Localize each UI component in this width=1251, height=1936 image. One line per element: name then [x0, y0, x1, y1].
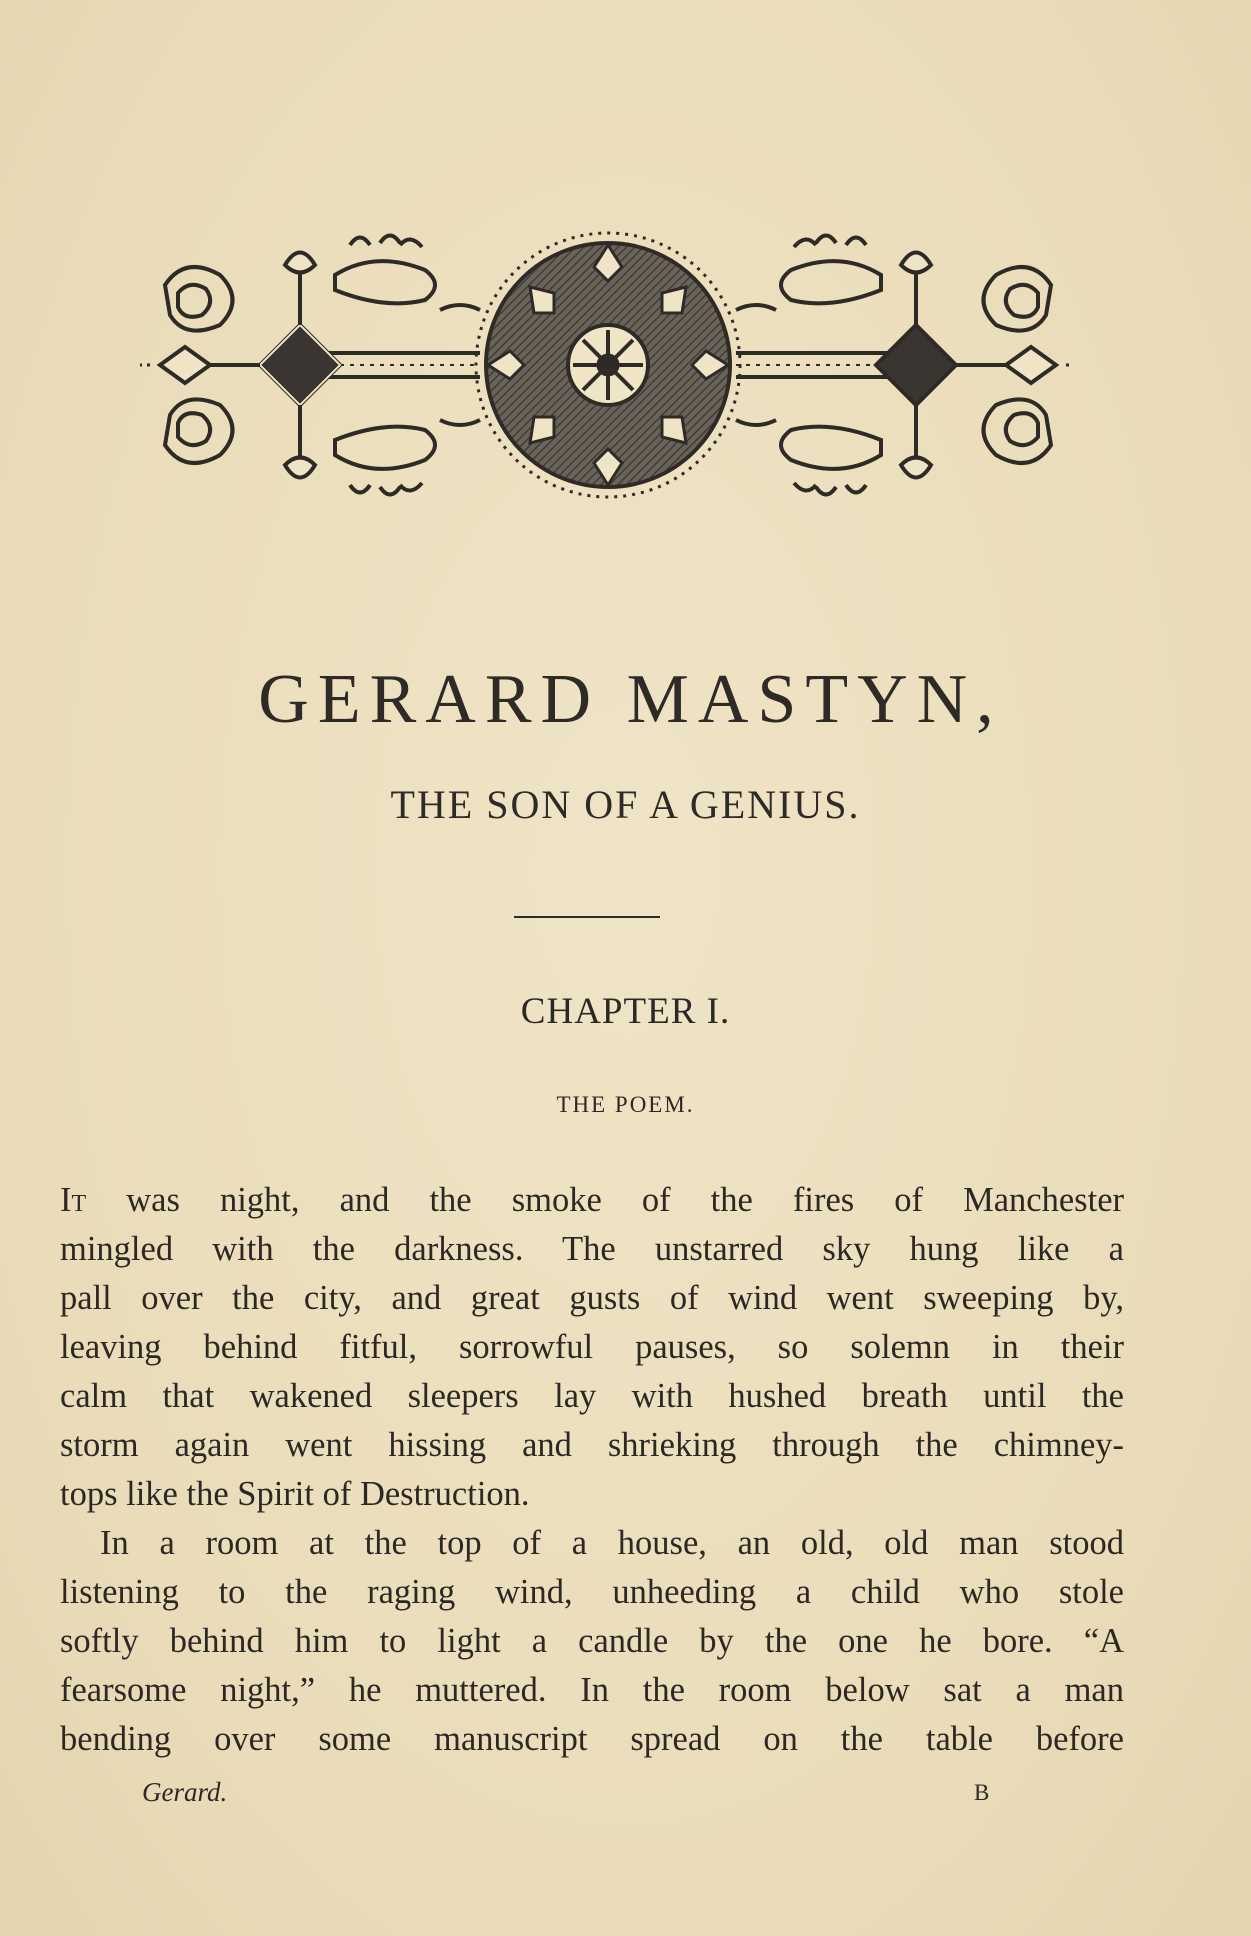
gathering-mark: B	[974, 1780, 991, 1805]
body-line-1-rest: was night, and the smoke of the fires of Manchester	[86, 1181, 1124, 1219]
chapter-heading: CHAPTER I.	[520, 991, 731, 1032]
book-title: GERARD MASTYN,	[258, 661, 1003, 738]
ornate-headpiece-icon	[140, 215, 1070, 515]
body-line-3: pall over the city, and great gusts of wind went sweeping by,	[60, 1279, 1124, 1317]
body-line-1	[60, 1176, 1124, 1225]
body-line-9: listening to the raging wind, unheeding a child who stole	[60, 1573, 1124, 1611]
title-divider	[514, 916, 660, 918]
drop-word: It	[60, 1181, 87, 1219]
body-line-12: bending over some manuscript spread on the table before	[60, 1720, 1124, 1758]
signature-mark: Gerard.	[142, 1777, 228, 1807]
body-line-6: storm again went hissing and shrieking through the chimney-	[60, 1426, 1124, 1464]
body-line-4: leaving behind fitful, sorrowful pauses, so solemn in their	[60, 1328, 1124, 1366]
book-subtitle: THE SON OF A GENIUS.	[390, 782, 861, 827]
chapter-subheading: THE POEM.	[556, 1092, 695, 1117]
body-line-11: fearsome night,” he muttered. In the room below sat a man	[60, 1671, 1124, 1709]
body-line-5: calm that wakened sleepers lay with hushed breath until the	[60, 1377, 1124, 1415]
body-line-2: mingled with the darkness. The unstarred sky hung like a	[60, 1230, 1124, 1268]
body-line-10: softly behind him to light a candle by the one he bore. “A	[60, 1622, 1124, 1660]
chapter-body	[60, 1176, 1124, 1764]
body-line-7: tops like the Spirit of Destruction.	[60, 1475, 530, 1513]
body-line-8: In a room at the top of a house, an old, old man stood	[100, 1524, 1124, 1562]
